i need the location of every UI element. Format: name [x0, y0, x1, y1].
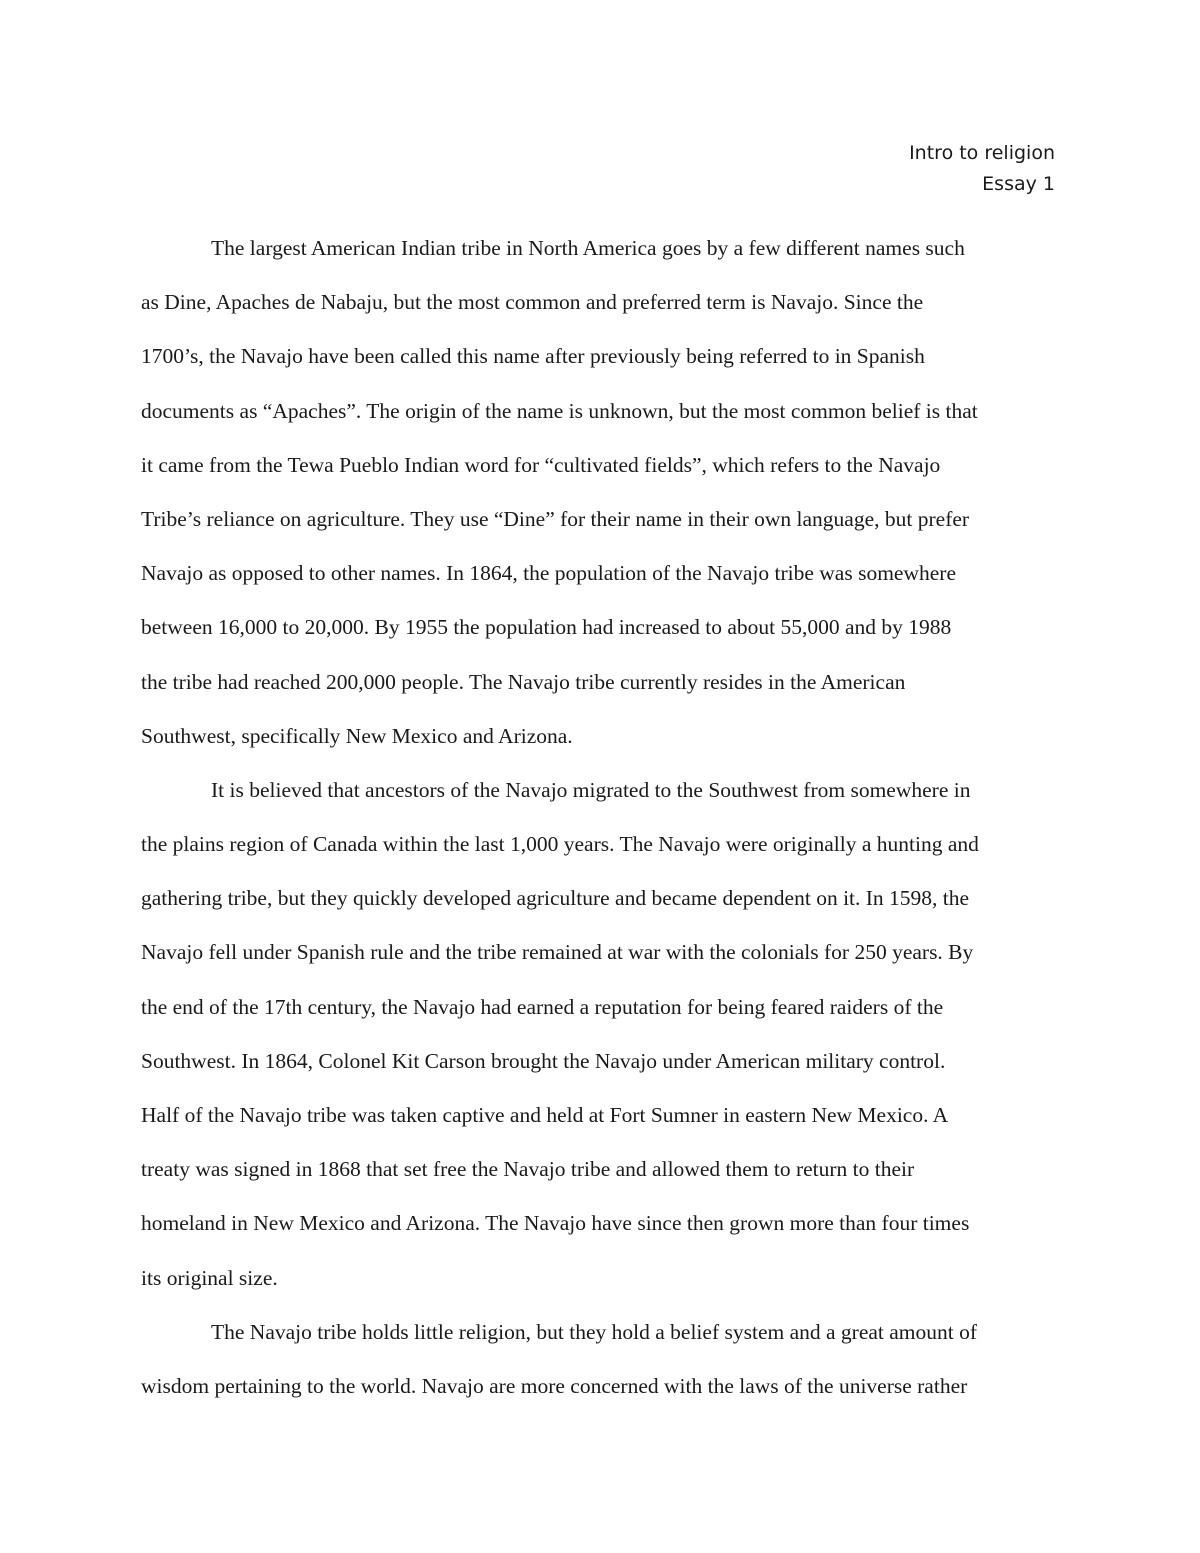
text-line: the plains region of Canada within the last 1,000 years. The Navajo were originally a hunting and: [141, 832, 979, 857]
text-line: wisdom pertaining to the world. Navajo are more concerned with the laws of the universe rather: [141, 1373, 968, 1398]
text-line: treaty was signed in 1868 that set free the Navajo tribe and allowed them to return to their: [141, 1157, 915, 1182]
text-line: Tribe’s reliance on agriculture. They use “Dine” for their name in their own language, but prefer: [141, 506, 970, 531]
text-line: It is believed that ancestors of the Navajo migrated to the Southwest from somewhere in: [211, 777, 971, 802]
text-line: The Navajo tribe holds little religion, but they hold a belief system and a great amount of: [211, 1319, 978, 1344]
text-line: its original size.: [141, 1265, 278, 1290]
text-line: Half of the Navajo tribe was taken captive and held at Fort Sumner in eastern New Mexico. A: [141, 1103, 949, 1127]
text-line: Southwest. In 1864, Colonel Kit Carson brought the Navajo under American military control.: [141, 1048, 946, 1073]
text-line: homeland in New Mexico and Arizona. The Navajo have since then grown more than four times: [141, 1211, 970, 1236]
text-line: the tribe had reached 200,000 people. The Navajo tribe currently resides in the American: [141, 669, 906, 694]
text-line: Navajo as opposed to other names. In 1864, the population of the Navajo tribe was somewhere: [141, 561, 956, 586]
text-line: 1700’s, the Navajo have been called this name after previously being referred to in Spanish: [141, 344, 925, 369]
page-header: [909, 138, 1055, 200]
text-line: The largest American Indian tribe in North America goes by a few different names such: [211, 236, 965, 260]
course-title: Intro to religion: [909, 142, 1055, 164]
text-line: it came from the Tewa Pueblo Indian word for “cultivated fields”, which refers to the Navajo: [141, 452, 941, 477]
text-line: the end of the 17th century, the Navajo had earned a reputation for being feared raiders of the: [141, 994, 944, 1019]
text-line: between 16,000 to 20,000. By 1955 the population had increased to about 55,000 and by 1988: [141, 615, 952, 640]
text-line: Southwest, specifically New Mexico and Arizona.: [141, 723, 573, 748]
text-line: Navajo fell under Spanish rule and the tribe remained at war with the colonials for 250 years. By: [141, 940, 974, 965]
essay-body: [141, 233, 1061, 1425]
text-line: documents as “Apaches”. The origin of the name is unknown, but the most common belief is that: [141, 398, 978, 423]
text-line: as Dine, Apaches de Nabaju, but the most common and preferred term is Navajo. Since the: [141, 290, 924, 315]
essay-label: Essay 1: [982, 173, 1055, 195]
text-line: gathering tribe, but they quickly developed agriculture and became dependent on it. In 1598, the: [141, 886, 970, 911]
